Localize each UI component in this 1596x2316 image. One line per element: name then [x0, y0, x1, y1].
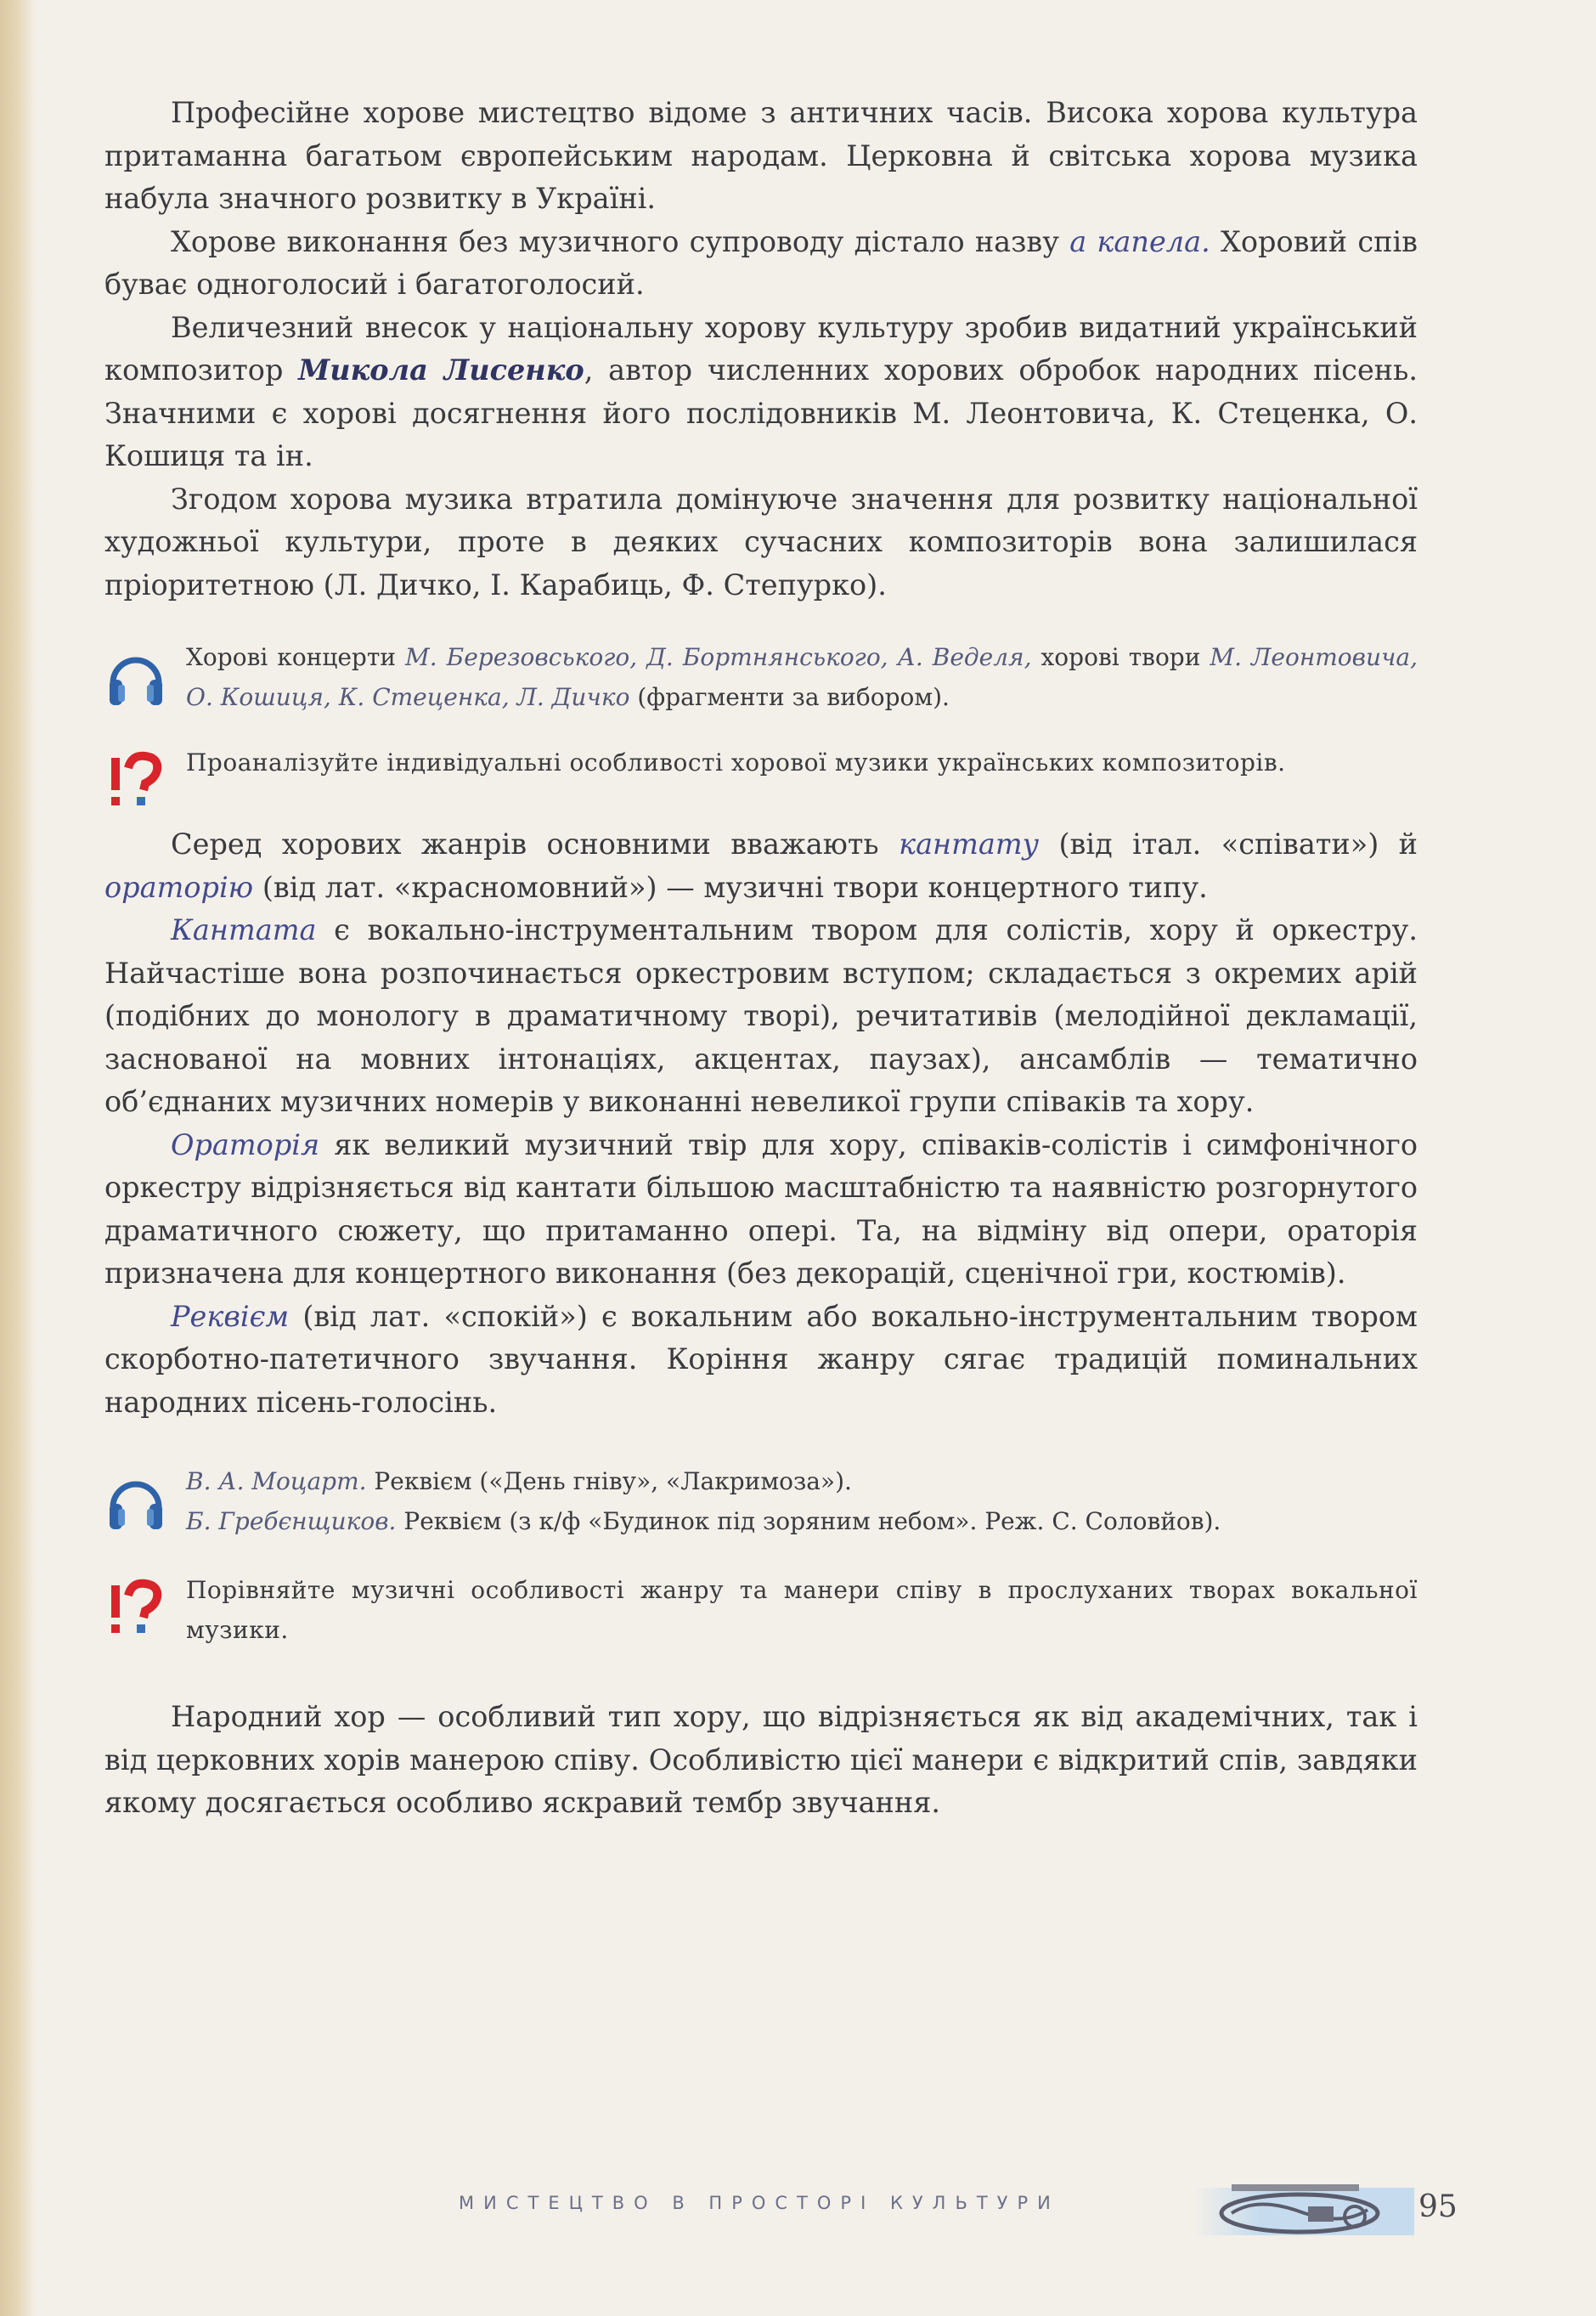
paragraph-7: Ораторія як великий музичний твір для хору, співаків-солістів і симфонічного оркестру відрізняється від кантати більшою масштабністю та наявністю розгорнутого драматичного сюжету, що притаманно опері. Та, на відміну від опери, ораторія призначена для концертного виконання (без декорацій, сценічної гри, костюмів).	[104, 1127, 1418, 1290]
paragraph-6: Кантата є вокально-інструментальним твором для солістів, хору й оркестру. Найчастіше вона розпочинається оркестровим вступом; складається з окремих арій (подібних до монологу в драматичному творі), речитативів (мелодійної декламації, заснованої на мовних інтонаціях, акцентах, паузах), ансамблів — тематично об’єднаних музичних номерів у виконанні невеликої групи співаків та хору.	[104, 913, 1418, 1118]
paragraph-4: Згодом хорова музика втратила домінуюче значення для розвитку національної художньої культури, проте в деяких сучасних композиторів вона залишилася пріоритетною (Л. Дичко, І. Карабиць, Ф. Степурко).	[104, 482, 1418, 602]
footer-running-title: МИСТЕЦТВО В ПРОСТОРІ КУЛЬТУРИ	[459, 2193, 1060, 2213]
paragraph-2: Хорове виконання без музичного супроводу дістало назву а капела. Хоровий спів буває одноголосий і багатоголосий.	[104, 224, 1418, 301]
listen-note-1-text: Хорові концерти М. Березовського, Д. Бортнянського, А. Веделя, хорові твори М. Леонтовича, О. Кошиця, К. Стеценка, Л. Дичко (фрагменти за вибором).	[186, 643, 1418, 711]
listen-note-2	[104, 1461, 1418, 1541]
listen-note-1	[104, 637, 1418, 717]
page-footer	[459, 2181, 1461, 2240]
paragraph-9: Народний хор — особливий тип хору, що відрізняється як від академічних, так і від церковних хорів манерою співу. Особливістю цієї манери є відкритий спів, завдяки якому досягається особливо яскравий тембр звучання.	[104, 1700, 1418, 1819]
term-kantata: Кантата	[171, 913, 317, 946]
paragraph-3: Величезний внесок у національну хорову культуру зробив видатний український композитор Микола Лисенко, автор численних хорових обробок народних пісень. Значними є хорові досягнення його послідовників М. Леонтовича, К. Стеценка, О. Кошиця та ін.	[104, 310, 1418, 472]
term-requiem: Реквієм	[171, 1299, 290, 1333]
listen-note-2-line-2: Б. Гребєнщиков. Реквієм (з к/ф «Будинок під зоряним небом». Реж. С. Соловйов).	[186, 1507, 1221, 1535]
page-spine-shadow	[0, 0, 36, 2316]
question-note-2-text: Порівняйте музичні особливості жанру та манери співу в прослуханих творах вокальної музики.	[186, 1576, 1418, 1644]
exclamation-question-icon	[106, 751, 166, 812]
paragraph-8: Реквієм (від лат. «спокій») є вокальним або вокально-інструментальним твором скорботно-патетичного звучання. Коріння жанру сягає традицій поминальних народних пісень-голосінь.	[104, 1299, 1418, 1419]
page-content	[104, 92, 1418, 1825]
paragraph-5: Серед хорових жанрів основними вважають кантату (від італ. «співати») й ораторію (від лат. «красномовний») — музичні твори концертного типу.	[104, 828, 1418, 904]
term-a-capella: а капела.	[1069, 224, 1210, 258]
name-lysenko: Микола Лисенко	[298, 353, 584, 387]
ornament-icon	[1206, 2181, 1393, 2240]
question-note-2	[104, 1570, 1418, 1650]
headphones-icon	[106, 646, 166, 714]
page-number: 95	[1418, 2189, 1458, 2224]
listen-note-2-line-1: В. А. Моцарт. Реквієм («День гніву», «Лакримоза»).	[186, 1467, 852, 1495]
headphones-icon	[106, 1470, 166, 1538]
paragraph-1: Професійне хорове мистецтво відоме з античних часів. Висока хорова культура притаманна багатьом європейським народам. Церковна й світська хорова музика набула значного розвитку в Україні.	[104, 96, 1418, 215]
question-note-1-text: Проаналізуйте індивідуальні особливості хорової музики українських композиторів.	[186, 748, 1286, 777]
question-note-1	[104, 743, 1418, 782]
term-oratoria: Ораторія	[171, 1127, 320, 1161]
exclamation-question-icon	[106, 1579, 166, 1640]
